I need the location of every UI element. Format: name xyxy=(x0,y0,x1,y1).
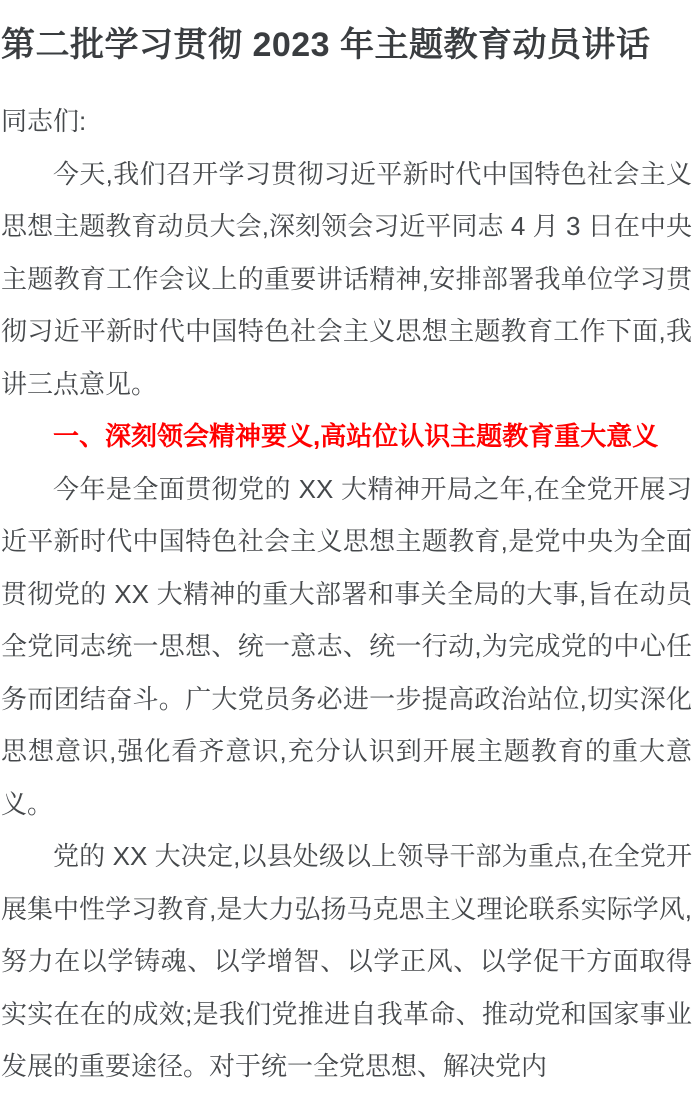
paragraph-significance-2: 党的 XX 大决定,以县处级以上领导干部为重点,在全党开展集中性学习教育,是大力弘扬马克思主义理论联系实际学风,努力在以学铸魂、以学增智、以学正风、以学促干方面取得实实在在的成效;是我们党推进自我革命、推动党和国家事业发展的重要途径。对于统一全党思想、解决党内 xyxy=(1,841,692,1081)
paragraph-intro: 今天,我们召开学习贯彻习近平新时代中国特色社会主义思想主题教育动员大会,深刻领会习近平同志 4 月 3 日在中央主题教育工作会议上的重要讲话精神,安排部署我单位学习贯彻习近平新时代中国特色社会主义思想主题教育工作下面,我讲三点意见。 xyxy=(1,158,692,399)
document-title: 第二批学习贯彻 2023 年主题教育动员讲话 xyxy=(1,26,651,64)
paragraph-significance-1: 今年是全面贯彻党的 XX 大精神开局之年,在全党开展习近平新时代中国特色社会主义思想主题教育,是党中央为全面贯彻党的 XX 大精神的重大部署和事关全局的大事,旨在动员全党同志统一思想、统一意志、统一行动,为完成党的中心任务而团结奋斗。广大党员务必进一步提高政治站位,切实深化思想意识,强化看齐意识,充分认识到开展主题教育的重大意义。 xyxy=(1,473,692,819)
document-page xyxy=(0,22,693,1119)
paragraph-salutation: 同志们: xyxy=(1,106,87,136)
section-heading-1: 一、深刻领会精神要义,高站位认识主题教育重大意义 xyxy=(53,421,659,451)
